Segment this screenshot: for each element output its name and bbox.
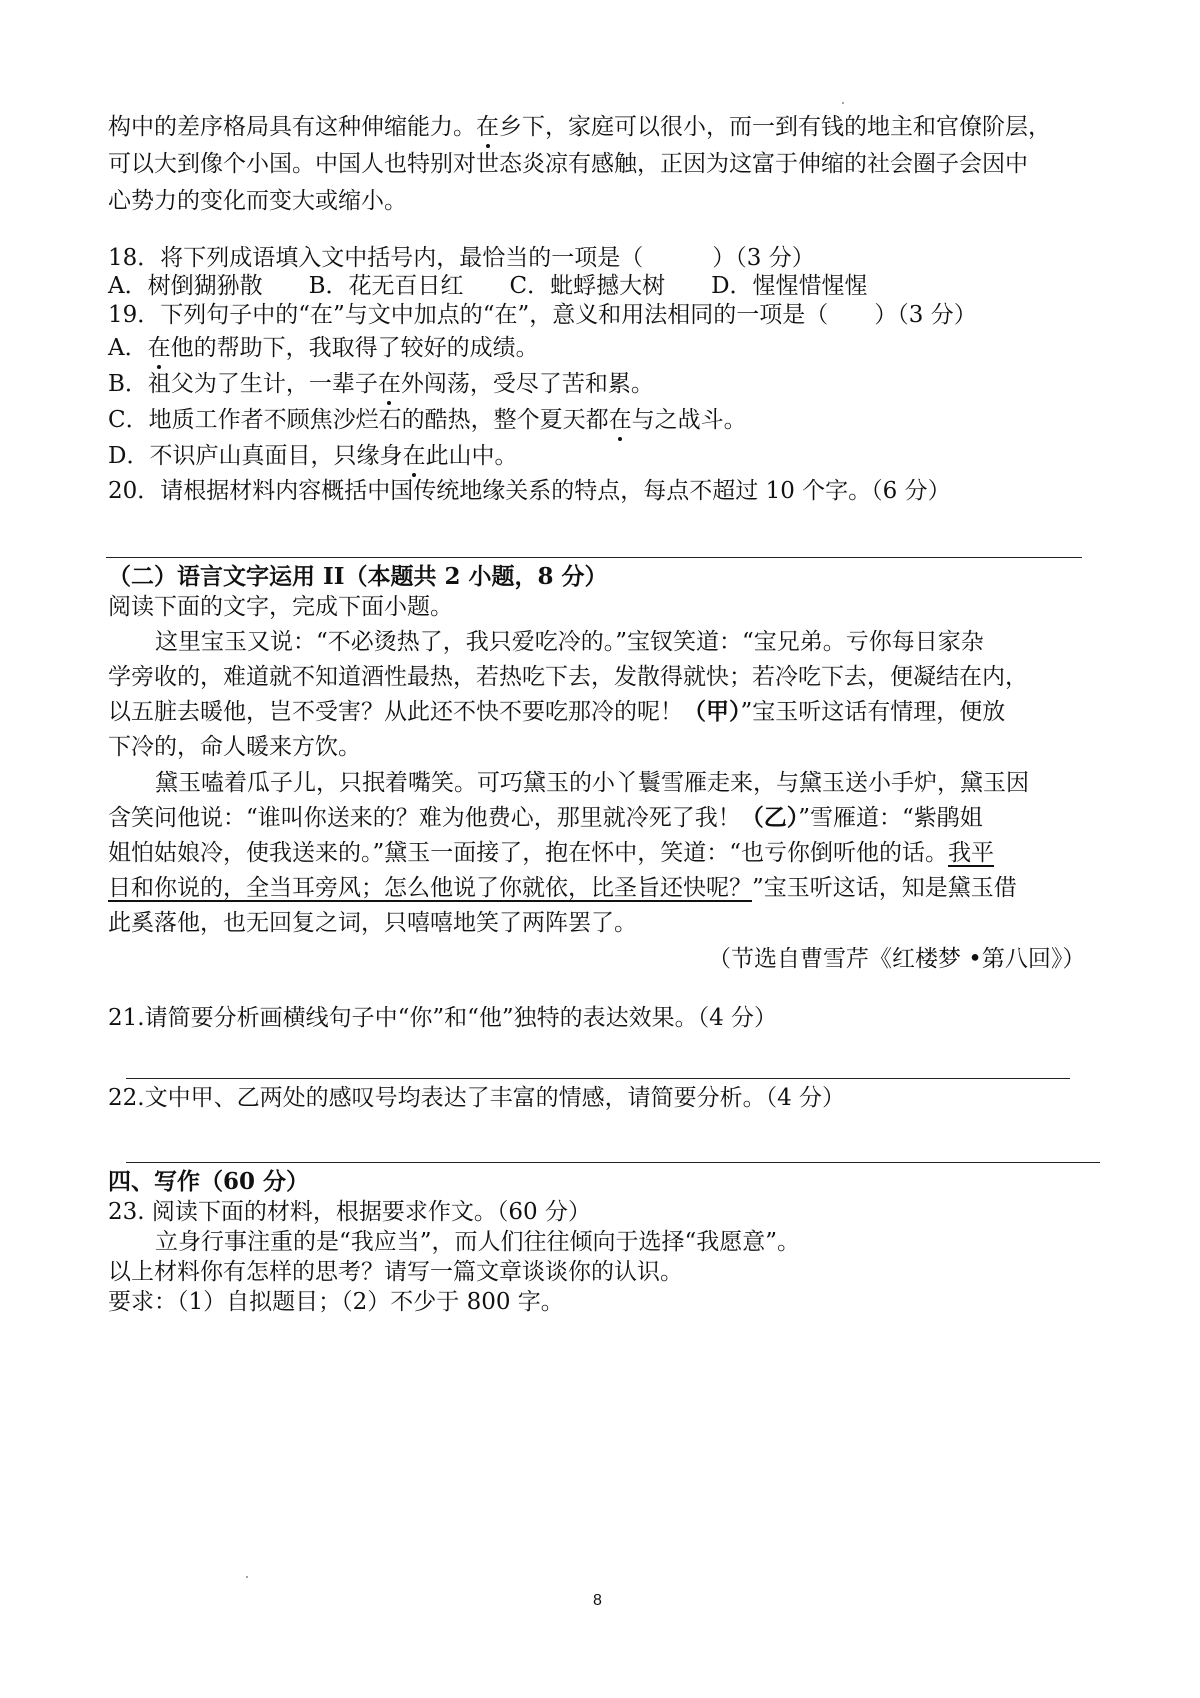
dotted-character: 在 xyxy=(147,335,171,361)
passage-line-3: 心势力的变化而变大或缩小。 xyxy=(108,188,407,214)
question-22-stem: 22.文中甲、乙两处的感叹号均表达了丰富的情感，请简要分析。（4 分） xyxy=(108,1085,846,1111)
option-text: 与之战斗。 xyxy=(631,407,747,433)
excerpt-p2-line-2 xyxy=(108,803,983,833)
option-text: 他的帮助下，我取得了较好的成绩。 xyxy=(170,335,539,361)
marker-jia: （甲） xyxy=(683,698,741,725)
answer-line-q21 xyxy=(126,1078,1070,1079)
writing-prompt: 以上材料你有怎样的思考？请写一篇文章谈谈你的认识。 xyxy=(108,1259,683,1285)
writing-requirements: 要求：（1）自拟题目；（2）不少于 800 字。 xyxy=(108,1289,564,1315)
underlined-sentence: 日和你说的，全当耳旁风；怎么他说了你就依，比圣旨还快呢？ xyxy=(108,875,752,901)
writing-material: 立身行事注重的是“我应当”，而人们往往倾向于选择“我愿意”。 xyxy=(155,1229,801,1255)
passage-text: 乡下，家庭可以很小，而一到有钱的地主和官僚阶层， xyxy=(499,114,1051,140)
underlined-sentence: 我平 xyxy=(948,840,995,866)
excerpt-text: ”宝玉听这话，知是黛玉借 xyxy=(752,875,1017,901)
excerpt-p2-line-5: 此奚落他，也无回复之词，只嘻嘻地笑了两阵罢了。 xyxy=(108,910,637,936)
excerpt-p1-line-3 xyxy=(108,697,1005,727)
scan-speck xyxy=(842,102,844,104)
excerpt-p2-line-3 xyxy=(108,838,994,868)
section-4-heading: 四、写作（60 分） xyxy=(108,1168,310,1195)
answer-line-q20 xyxy=(106,557,1082,558)
excerpt-p1-line-4: 下冷的，命人暖来方饮。 xyxy=(108,734,361,760)
excerpt-text: 姐怕姑娘冷，使我送来的。”黛玉一面接了，抱在怀中，笑道：“也亏你倒听他的话。 xyxy=(108,840,949,866)
excerpt-text: ”雪雁道：“紫鹃姐 xyxy=(798,805,983,831)
dotted-character: 在 xyxy=(608,407,632,433)
excerpt-p2-line-1: 黛玉嗑着瓜子儿，只抿着嘴笑。可巧黛玉的小丫鬟雪雁走来，与黛玉送小手炉，黛玉因 xyxy=(155,770,1029,796)
section-2-heading: （二）语言文字运用 II（本题共 2 小题，8 分） xyxy=(108,563,608,590)
dotted-character: 在 xyxy=(377,371,401,397)
question-21-stem: 21.请简要分析画横线句子中“你”和“他”独特的表达效果。（4 分） xyxy=(108,1005,778,1031)
passage-line-1 xyxy=(108,112,1051,142)
excerpt-source: （节选自曹雪芹《红楼梦 •第八回》） xyxy=(708,946,1086,972)
excerpt-text: 以五脏去暖他，岂不受害？从此还不快不要吃那冷的呢！ xyxy=(108,699,683,725)
question-19-option-c xyxy=(108,405,747,435)
scan-speck xyxy=(246,1576,248,1578)
excerpt-p1-line-1: 这里宝玉又说：“不必烫热了，我只爱吃冷的。”宝钗笑道：“宝兄弟。亏你每日家杂 xyxy=(155,629,984,655)
option-label: A． xyxy=(108,335,148,361)
excerpt-text: 含笑问他说：“谁叫你送来的？难为他费心，那里就冷死了我！ xyxy=(108,805,741,831)
question-19-stem: 19．下列句子中的“在”与文中加点的“在”，意义和用法相同的一项是（ ）（3 分） xyxy=(108,302,977,328)
question-19-option-b xyxy=(108,369,654,399)
option-text: D．不识庐山真面目，只缘身 xyxy=(108,443,403,469)
option-text: B．祖父为了生计，一辈子 xyxy=(108,371,378,397)
question-18-options: A．树倒猢狲散 B．花无百日红 C．蚍蜉撼大树 D．惺惺惜惺惺 xyxy=(108,273,868,299)
excerpt-text: ”宝玉听这话有情理，便放 xyxy=(740,699,1006,725)
marker-yi: （乙） xyxy=(740,804,799,831)
question-19-option-a xyxy=(108,333,539,363)
question-20-stem: 20．请根据材料内容概括中国传统地缘关系的特点，每点不超过 10 个字。（6 分） xyxy=(108,478,951,504)
option-text: 此山中。 xyxy=(425,443,518,469)
dotted-character: 在 xyxy=(476,114,499,140)
passage-line-2: 可以大到像个小国。中国人也特别对世态炎凉有感触，正因为这富于伸缩的社会圈子会因中 xyxy=(108,151,1028,177)
page-number: 8 xyxy=(593,1592,602,1609)
excerpt-p1-line-2: 学旁收的，难道就不知道酒性最热，若热吃下去，发散得就快；若冷吃下去，便凝结在内， xyxy=(108,664,1028,690)
option-text: C．地质工作者不顾焦沙烂石的酷热，整个夏天都 xyxy=(108,407,609,433)
section-2-instruction: 阅读下面的文字，完成下面小题。 xyxy=(108,594,453,620)
dotted-character: 在 xyxy=(402,443,426,469)
option-text: 外闯荡，受尽了苦和累。 xyxy=(400,371,654,397)
question-19-option-d xyxy=(108,441,517,471)
passage-text: 构中的差序格局具有这种伸缩能力。 xyxy=(108,114,476,140)
question-23-stem: 23. 阅读下面的材料，根据要求作文。（60 分） xyxy=(108,1199,591,1225)
answer-line-q22 xyxy=(126,1162,1100,1163)
question-18-stem: 18．将下列成语填入文中括号内，最恰当的一项是（ ）（3 分） xyxy=(108,245,815,271)
excerpt-p2-line-4 xyxy=(108,873,1017,903)
